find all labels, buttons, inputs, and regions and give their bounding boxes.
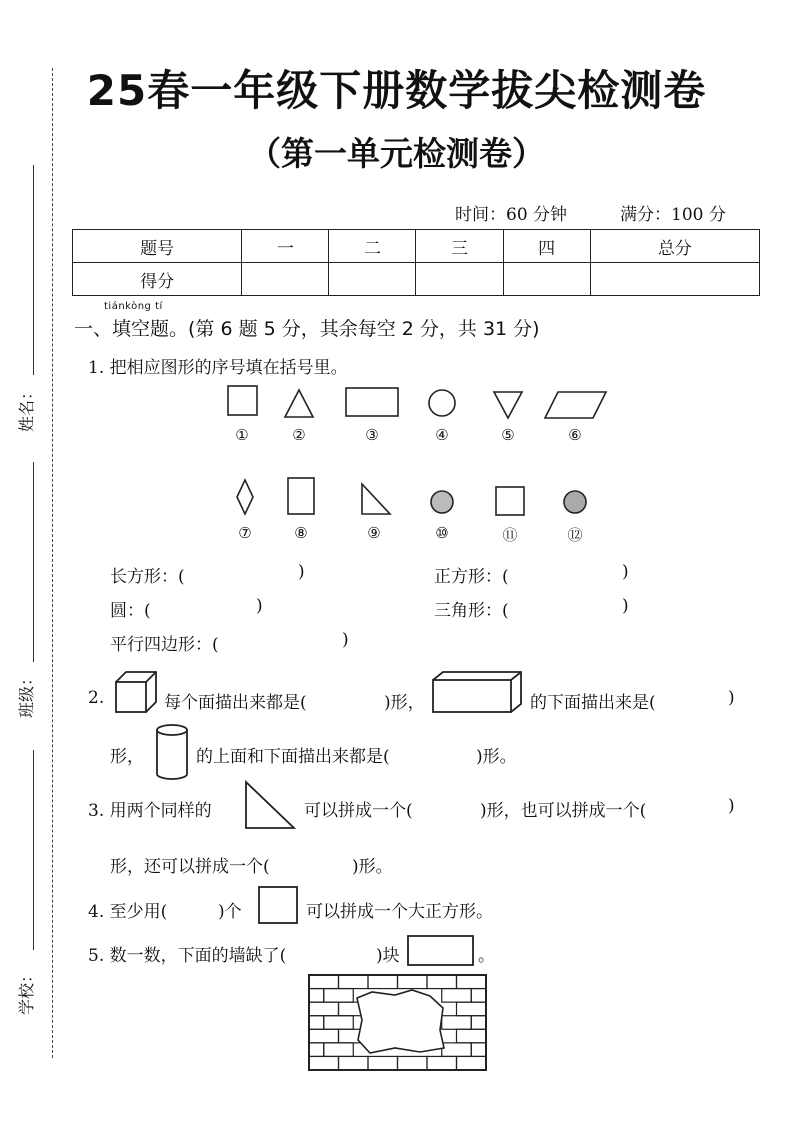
- q4-text-2: )个: [218, 902, 242, 922]
- brick-icon: [408, 936, 473, 965]
- wall-brick: [309, 975, 339, 989]
- class-label: 班级：: [17, 669, 36, 718]
- q2-text-7: )形。: [476, 747, 517, 767]
- wall-brick: [339, 975, 369, 989]
- shape-label: ⑧: [294, 524, 308, 542]
- brick-wall: [309, 975, 486, 1070]
- wall-brick: [471, 989, 486, 1003]
- wall-brick: [442, 1016, 472, 1030]
- wall-brick: [457, 1056, 487, 1070]
- school-label: 学校：: [17, 966, 36, 1015]
- q4-text-1: 4. 至少用(: [88, 902, 168, 922]
- q2-text-2: )形，: [384, 693, 425, 713]
- shape-label: ④: [435, 426, 449, 444]
- exam-time: 时间：60 分钟: [455, 205, 568, 225]
- close-paren: ): [622, 596, 629, 616]
- wall-brick: [442, 989, 472, 1003]
- table-cell: 一: [242, 230, 329, 263]
- close-paren: ): [342, 630, 349, 650]
- wall-hole: [357, 990, 444, 1053]
- wall-brick: [471, 1016, 486, 1030]
- shape-label: ⑤: [501, 426, 515, 444]
- wall-brick: [324, 1016, 354, 1030]
- table-cell: 总分: [590, 230, 759, 263]
- wall-brick: [339, 1056, 369, 1070]
- q3-text-2: 可以拼成一个(: [304, 801, 413, 821]
- table-cell: 得分: [73, 263, 242, 296]
- q3-text-5: 形，还可以拼成一个(: [110, 857, 270, 877]
- wall-brick: [368, 1056, 398, 1070]
- q5-text-3: 。: [478, 946, 495, 966]
- wall-brick: [457, 1002, 487, 1016]
- shape-label: ②: [292, 426, 306, 444]
- q1-prompt: 1. 把相应图形的序号填在括号里。: [88, 358, 348, 378]
- wall-brick: [457, 1029, 487, 1043]
- close-paren: ): [298, 562, 305, 582]
- q2-text-1: 每个面描出来都是(: [164, 693, 307, 713]
- close-paren: ): [256, 596, 263, 616]
- q3-text-4: ): [728, 796, 735, 816]
- shape-label: ⑫: [567, 526, 583, 544]
- q3-text-3: )形，也可以拼成一个(: [480, 801, 647, 821]
- page-title: 25春一年级下册数学拔尖检测卷: [86, 66, 707, 115]
- q2-text-5: 形，: [110, 747, 144, 767]
- parallelogram-answer-label: 平行四边形：(: [110, 635, 219, 655]
- circle-answer-label: 圆：(: [110, 601, 151, 621]
- q4-text-3: 可以拼成一个大正方形。: [306, 902, 493, 922]
- wall-brick: [398, 1056, 428, 1070]
- table-cell: 三: [416, 230, 503, 263]
- shape-label: ⑪: [502, 526, 518, 544]
- q2-text-3: 的下面描出来是(: [530, 693, 656, 713]
- name-label: 姓名：: [17, 383, 36, 432]
- q3-text-1: 3. 用两个同样的: [88, 801, 212, 821]
- wall-brick: [442, 1043, 472, 1057]
- wall-brick: [427, 975, 457, 989]
- wall-brick: [309, 1029, 339, 1043]
- q2-number: 2.: [88, 688, 105, 708]
- wall-brick: [309, 1002, 339, 1016]
- page-subtitle: （第一单元检测卷）: [248, 134, 545, 173]
- table-cell: 四: [503, 230, 590, 263]
- wall-brick: [398, 975, 428, 989]
- wall-brick: [309, 989, 324, 1003]
- wall-brick: [324, 1043, 354, 1057]
- q2-text-6: 的上面和下面描出来都是(: [196, 747, 390, 767]
- q5-text-1: 5. 数一数，下面的墙缺了(: [88, 946, 287, 966]
- table-cell: 二: [329, 230, 416, 263]
- close-paren: ): [622, 562, 629, 582]
- wall-brick: [471, 1043, 486, 1057]
- q3-text-6: )形。: [352, 857, 393, 877]
- shape-label: ⑨: [367, 524, 381, 542]
- exam-full-score: 满分：100 分: [620, 205, 726, 225]
- wall-brick: [309, 1043, 324, 1057]
- section-heading: 一、填空题。(第 6 题 5 分，其余每空 2 分，共 31 分): [74, 318, 540, 340]
- triangle-answer-label: 三角形：(: [434, 601, 509, 621]
- q5-text-2: )块: [376, 946, 400, 966]
- shape-label: ③: [365, 426, 379, 444]
- q2-text-4: ): [728, 688, 735, 708]
- wall-brick: [457, 975, 487, 989]
- shape-label: ⑥: [568, 426, 582, 444]
- shape-label: ⑩: [435, 524, 449, 542]
- wall-brick: [427, 1056, 457, 1070]
- shape-label: ①: [235, 426, 249, 444]
- table-cell: 题号: [73, 230, 242, 263]
- wall-brick: [324, 989, 354, 1003]
- wall-brick: [368, 975, 398, 989]
- rectangle-answer-label: 长方形：(: [110, 567, 185, 587]
- section-pinyin: tiánkòng tí: [104, 301, 163, 312]
- wall-brick: [309, 1056, 339, 1070]
- shape-label: ⑦: [238, 524, 252, 542]
- square-answer-label: 正方形：(: [434, 567, 509, 587]
- wall-brick: [309, 1016, 324, 1030]
